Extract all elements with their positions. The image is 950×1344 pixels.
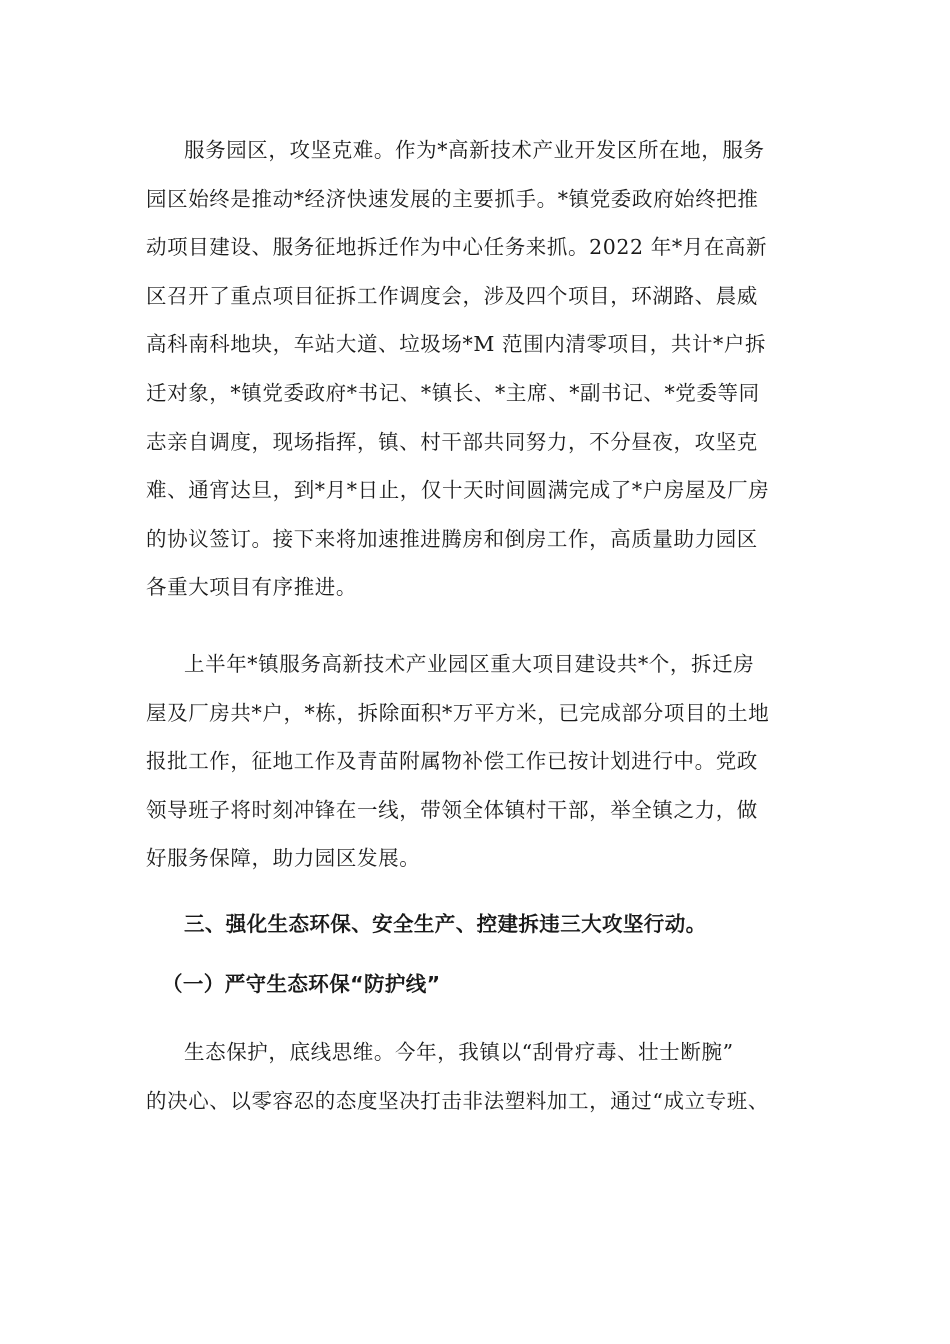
paragraph-service-park	[146, 126, 826, 612]
text-line: 屋及厂房共*户，*栋，拆除面积*万平方米，已完成部分项目的土地	[146, 700, 770, 725]
text-line: 领导班子将时刻冲锋在一线，带领全体镇村干部，举全镇之力，做	[146, 797, 758, 822]
text-line: 高科南科地块，车站大道、垃圾场*M 范围内清零项目，共计*户拆	[146, 332, 767, 357]
text-line: 报批工作，征地工作及青苗附属物补偿工作已按计划进行中。党政	[146, 749, 758, 774]
text-line: 区召开了重点项目征拆工作调度会，涉及四个项目，环湖路、晨威	[146, 283, 758, 308]
paragraph-first-half-year	[146, 640, 826, 883]
text-line: 上半年*镇服务高新技术产业园区重大项目建设共*个，拆迁房	[184, 652, 755, 676]
text-line: 的决心、以零容忍的态度坚决打击非法塑料加工，通过“成立专班、	[146, 1088, 769, 1113]
text-line: 的协议签订。接下来将加速推进腾房和倒房工作，高质量助力园区	[146, 526, 758, 551]
paragraph-ecology	[146, 1028, 826, 1125]
text-line: 服务园区，攻坚克难。作为*高新技术产业开发区所在地，服务	[184, 138, 765, 162]
text-line: 志亲自调度，现场指挥，镇、村干部共同努力，不分昼夜，攻坚克	[146, 429, 758, 454]
text-line: 动项目建设、服务征地拆迁作为中心任务来抓。2022 年*月在高新	[146, 235, 768, 260]
subsection-heading-one	[146, 960, 826, 1009]
text-line: 园区始终是推动*经济快速发展的主要抓手。*镇党委政府始终把推	[146, 186, 759, 211]
text-line: 迁对象，*镇党委政府*书记、*镇长、*主席、*副书记、*党委等同	[146, 380, 760, 405]
text-line: 生态保护，底线思维。今年，我镇以“刮骨疗毒、壮士断腕”	[184, 1040, 734, 1064]
subsection-heading: （一）严守生态环保“防护线”	[162, 972, 441, 996]
section-heading-three	[146, 900, 826, 949]
text-line: 好服务保障，助力园区发展。	[146, 846, 421, 871]
text-line: 各重大项目有序推进。	[146, 575, 357, 600]
section-heading: 三、强化生态环保、安全生产、控建拆违三大攻坚行动。	[184, 912, 707, 936]
text-line: 难、通宵达旦，到*月*日止，仅十天时间圆满完成了*户房屋及厂房	[146, 478, 770, 503]
